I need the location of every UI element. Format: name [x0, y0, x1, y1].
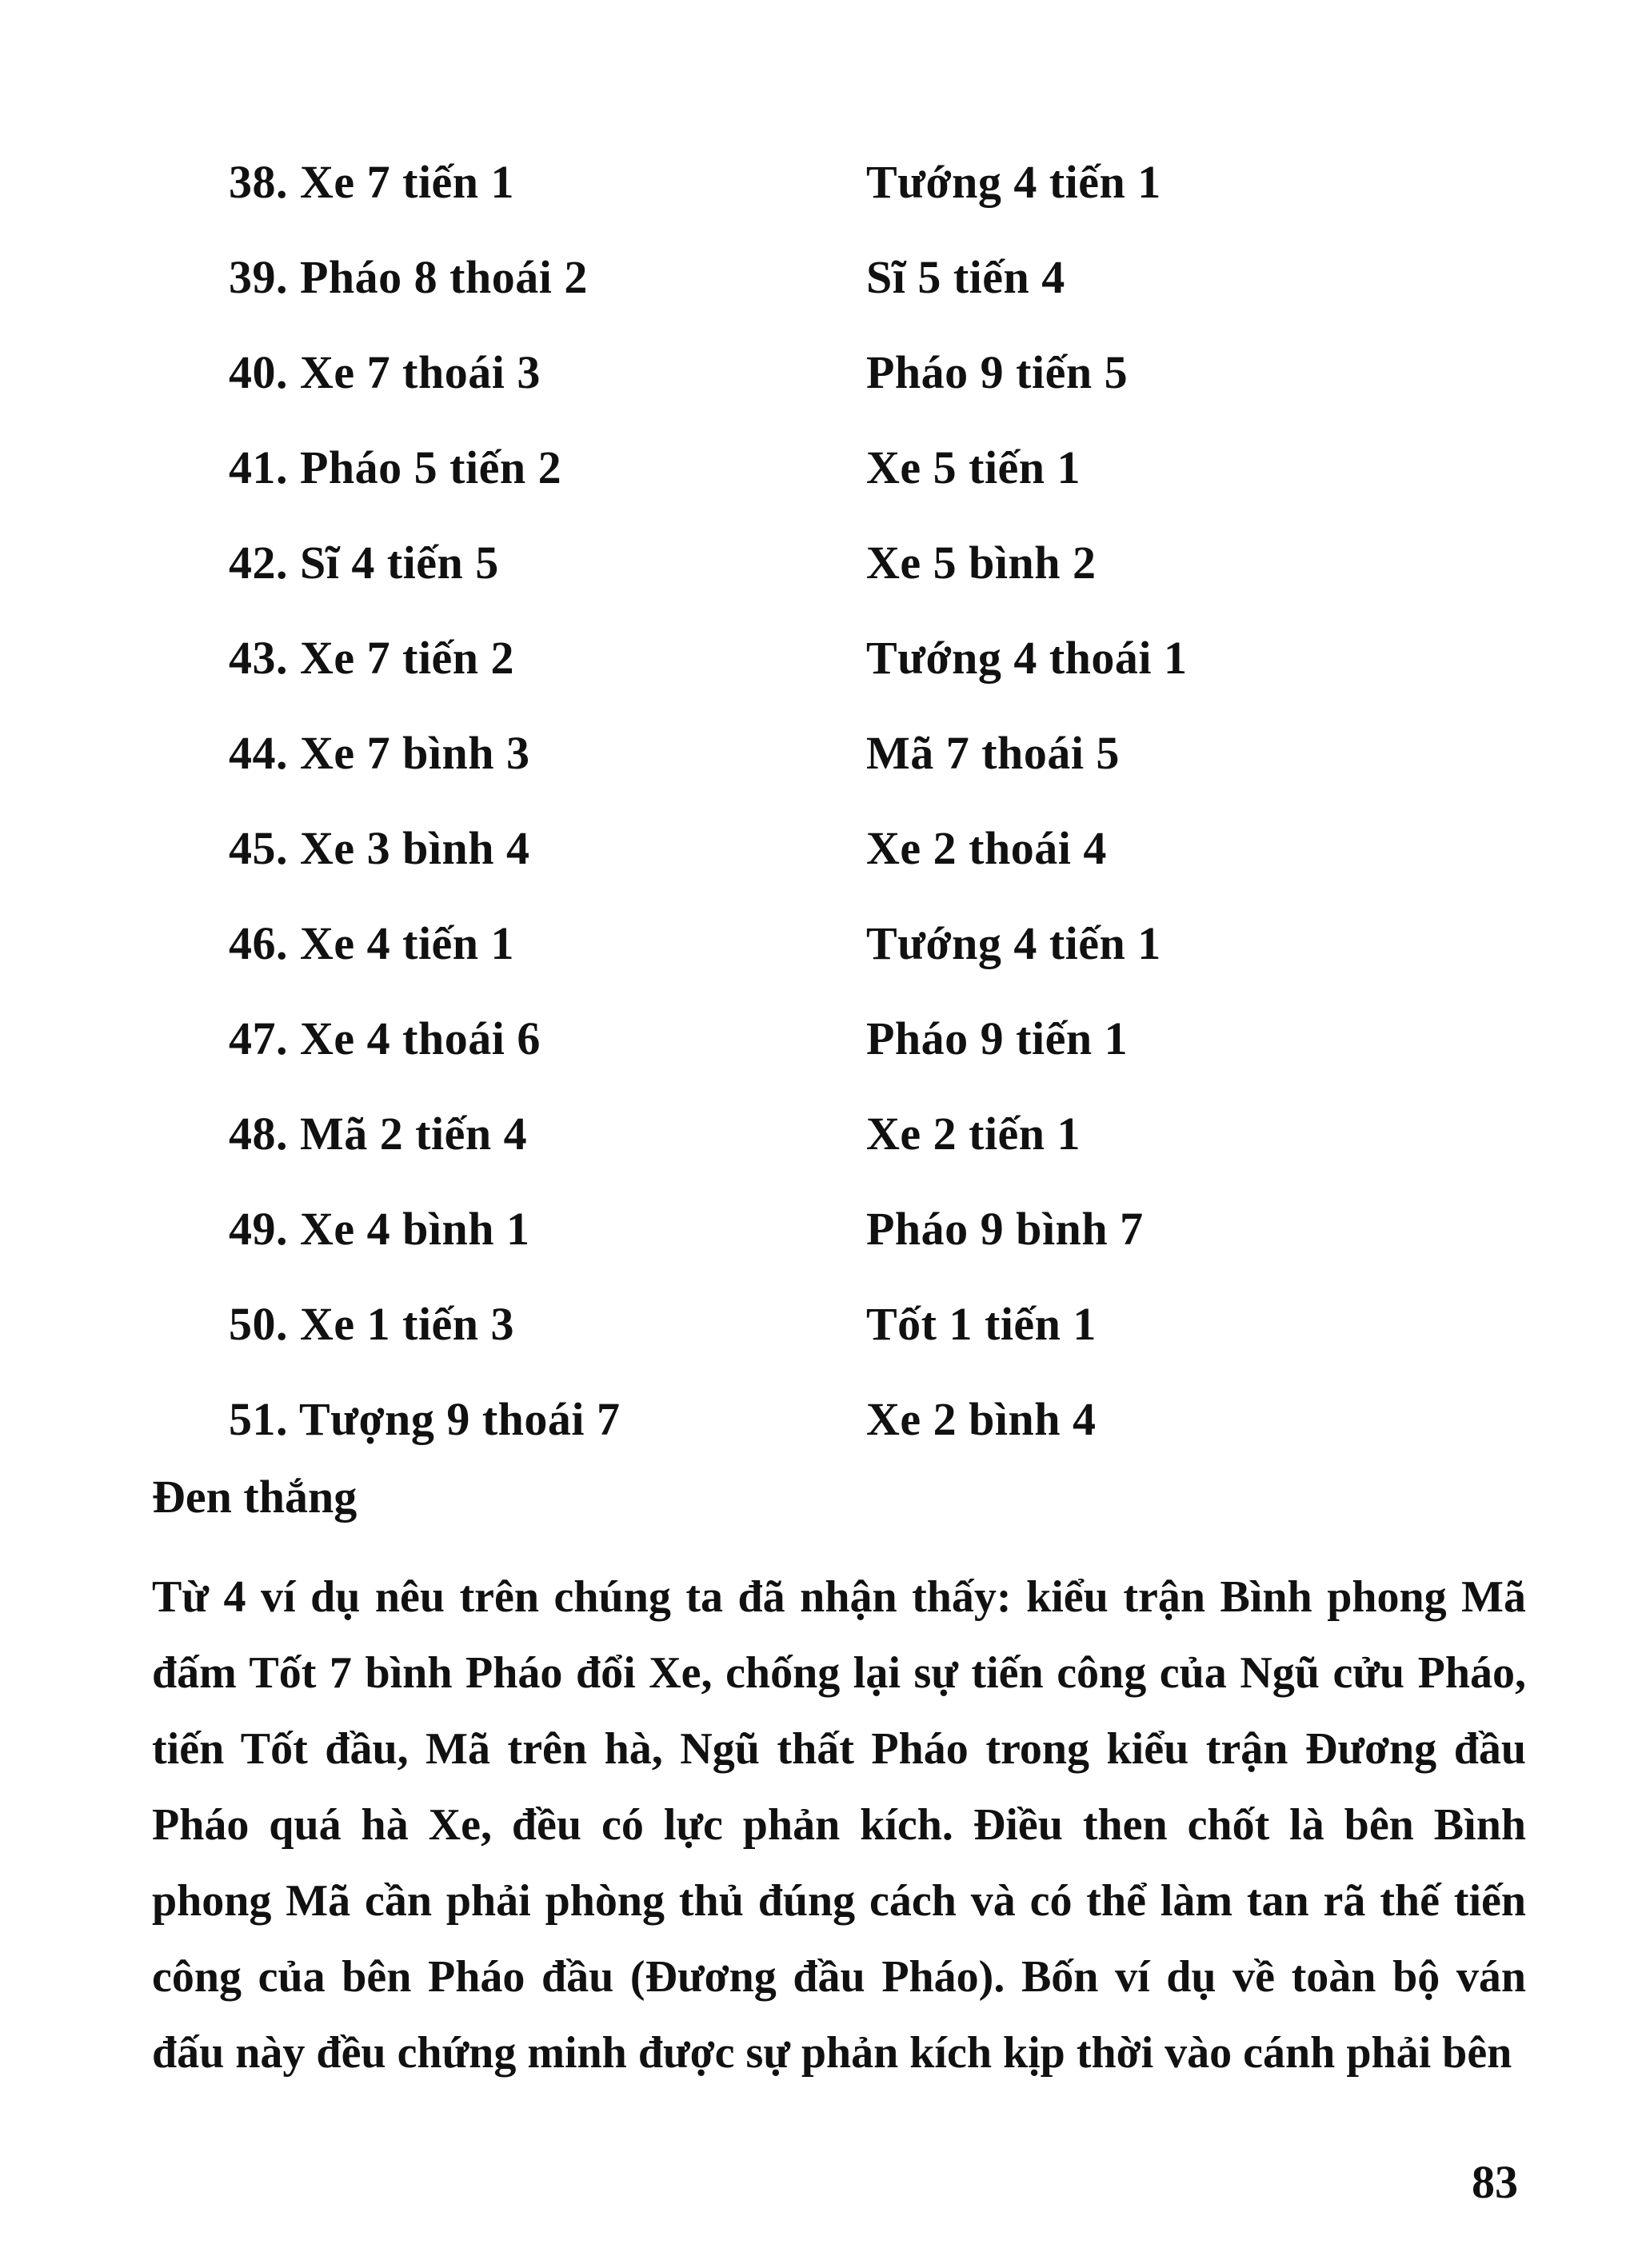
black-move: Xe 5 tiến 1 — [866, 441, 1081, 493]
move-row — [229, 896, 1428, 991]
move-row — [229, 801, 1428, 896]
move-row — [229, 325, 1428, 420]
move-row — [229, 1372, 1428, 1467]
black-move: Sĩ 5 tiến 4 — [866, 251, 1065, 303]
black-move: Pháo 9 tiến 1 — [866, 1012, 1129, 1064]
move-row — [229, 991, 1428, 1086]
black-move: Pháo 9 tiến 5 — [866, 346, 1129, 398]
red-move: 39. Pháo 8 thoái 2 — [229, 251, 588, 303]
black-move: Pháo 9 bình 7 — [866, 1203, 1144, 1255]
black-move: Tốt 1 tiến 1 — [866, 1298, 1097, 1350]
game-result: Đen thắng — [152, 1471, 358, 1523]
black-move: Mã 7 thoái 5 — [866, 727, 1120, 779]
body-paragraph: Từ 4 ví dụ nêu trên chúng ta đã nhận thấy: kiểu trận Bình phong Mã đấm Tốt 7 bình Pháo đổi Xe, chống lại sự tiến công của Ngũ cửu Pháo, tiến Tốt đầu, Mã trên hà, Ngũ thất Pháo trong kiểu trận Đương đầu Pháo quá hà Xe, đều có lực phản kích. Điều then chốt là bên Bình phong Mã cần phải phòng thủ đúng cách và có thể làm tan rã thế tiến công của bên Pháo đầu (Đương đầu Pháo). Bốn ví dụ về toàn bộ ván đấu này đều chứng minh được sự phản kích kịp thời vào cánh phải bên — [152, 1572, 1526, 2078]
black-move: Tướng 4 tiến 1 — [866, 156, 1161, 208]
black-move: Xe 2 tiến 1 — [866, 1108, 1081, 1160]
move-row — [229, 1181, 1428, 1276]
page-number: 83 — [1472, 2156, 1518, 2208]
move-row — [229, 705, 1428, 801]
red-move: 41. Pháo 5 tiến 2 — [229, 441, 562, 493]
red-move: 48. Mã 2 tiến 4 — [229, 1108, 528, 1160]
move-row — [229, 230, 1428, 325]
red-move: 50. Xe 1 tiến 3 — [229, 1298, 515, 1350]
move-row — [229, 134, 1428, 230]
black-move: Xe 2 bình 4 — [866, 1393, 1097, 1445]
red-move: 43. Xe 7 tiến 2 — [229, 632, 515, 684]
move-list — [229, 134, 1428, 1467]
red-move: 51. Tượng 9 thoái 7 — [229, 1393, 621, 1445]
black-move: Xe 2 thoái 4 — [866, 822, 1107, 874]
black-move: Xe 5 bình 2 — [866, 537, 1097, 589]
black-move: Tướng 4 thoái 1 — [866, 632, 1188, 684]
move-row — [229, 610, 1428, 705]
move-row — [229, 1086, 1428, 1181]
red-move: 49. Xe 4 bình 1 — [229, 1203, 530, 1255]
red-move: 38. Xe 7 tiến 1 — [229, 156, 515, 208]
move-row — [229, 1276, 1428, 1372]
red-move: 47. Xe 4 thoái 6 — [229, 1012, 541, 1064]
move-row — [229, 515, 1428, 610]
red-move: 45. Xe 3 bình 4 — [229, 822, 530, 874]
red-move: 40. Xe 7 thoái 3 — [229, 346, 541, 398]
red-move: 44. Xe 7 bình 3 — [229, 727, 530, 779]
red-move: 46. Xe 4 tiến 1 — [229, 917, 515, 969]
red-move: 42. Sĩ 4 tiến 5 — [229, 537, 499, 589]
black-move: Tướng 4 tiến 1 — [866, 917, 1161, 969]
move-row — [229, 420, 1428, 515]
